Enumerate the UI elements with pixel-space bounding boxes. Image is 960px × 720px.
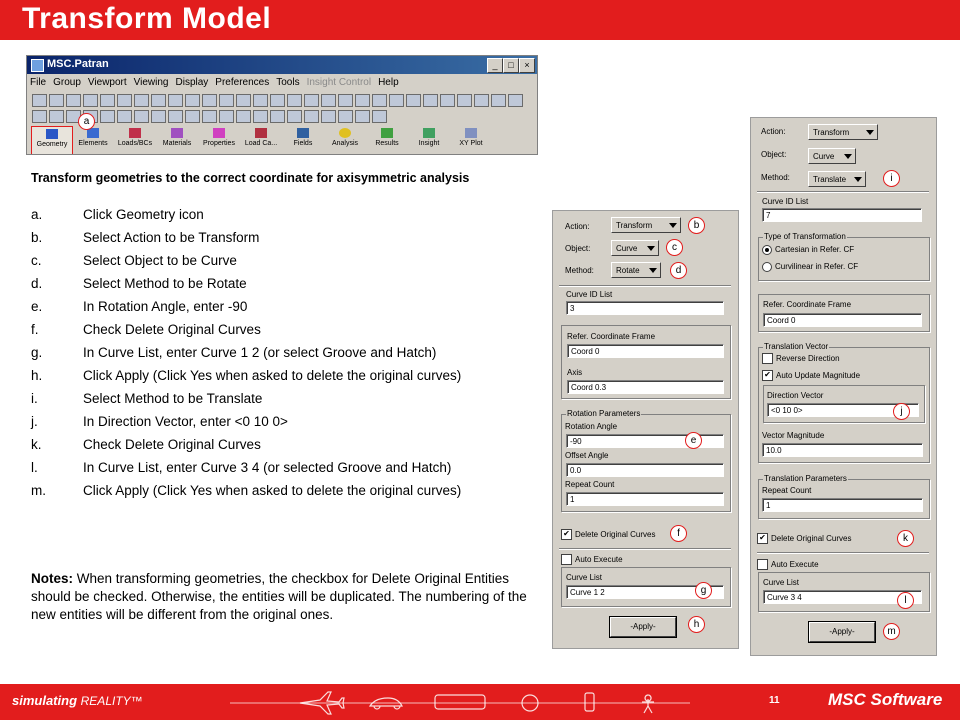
step-item: e. In Rotation Angle, enter -90 xyxy=(31,299,248,314)
curve-id-field[interactable]: 7 xyxy=(762,208,922,222)
rotate-icon[interactable] xyxy=(134,110,149,123)
auto-update-checkbox[interactable]: ✔ xyxy=(762,370,773,381)
minimize-icon[interactable]: _ xyxy=(487,58,503,73)
callout-i: i xyxy=(883,170,900,187)
properties-icon xyxy=(213,128,225,138)
delete-original-label: Delete Original Curves xyxy=(575,530,656,539)
vector-magnitude-field[interactable]: 10.0 xyxy=(762,443,923,457)
method-dropdown[interactable]: Rotate xyxy=(611,262,661,278)
menu-insight-control[interactable]: Insight Control xyxy=(306,77,372,88)
auto-execute-label: Auto Execute xyxy=(771,560,819,569)
abort-icon[interactable] xyxy=(151,94,166,107)
step-item: m. Click Apply (Click Yes when asked to delete the original curves) xyxy=(31,483,462,498)
separator xyxy=(757,191,929,193)
curve-id-label: Curve ID List xyxy=(762,197,809,206)
cartesian-label: Cartesian in Refer. CF xyxy=(775,245,855,254)
render-icon[interactable] xyxy=(304,110,319,123)
delete-original-label: Delete Original Curves xyxy=(771,534,852,543)
view-axes-icon[interactable] xyxy=(338,110,353,123)
zoom-icon[interactable] xyxy=(168,110,183,123)
undo-icon[interactable] xyxy=(134,94,149,107)
menu-file[interactable]: File xyxy=(30,77,47,88)
callout-c: c xyxy=(666,239,683,256)
analysis-icon xyxy=(339,128,351,138)
results-icon xyxy=(381,128,393,138)
app-icon xyxy=(31,59,44,72)
curve-list-label: Curve List xyxy=(566,573,603,582)
plot-icon[interactable] xyxy=(202,94,217,107)
toolbar-row-1 xyxy=(31,92,531,108)
close-icon[interactable]: × xyxy=(519,58,535,73)
app-loads-button[interactable]: Loads/BCs xyxy=(115,126,155,154)
zoom-fit-icon[interactable] xyxy=(219,110,234,123)
smooth-icon[interactable] xyxy=(321,94,336,107)
rotation-angle-label: Rotation Angle xyxy=(565,422,618,431)
menu-viewing[interactable]: Viewing xyxy=(133,77,169,88)
reset-icon[interactable] xyxy=(168,94,183,107)
callout-j: j xyxy=(893,403,910,420)
loadcases-icon xyxy=(255,128,267,138)
direction-vector-label: Direction Vector xyxy=(767,391,824,400)
menu-preferences[interactable]: Preferences xyxy=(215,77,270,88)
person-icon xyxy=(642,695,654,713)
callout-d: d xyxy=(670,262,687,279)
callout-g: g xyxy=(695,582,712,599)
curve-id-field[interactable]: 3 xyxy=(566,301,724,315)
callout-b: b xyxy=(688,217,705,234)
fit-icon[interactable] xyxy=(270,94,285,107)
object-label: Object: xyxy=(761,150,787,159)
callout-l: l xyxy=(897,592,914,609)
paste-icon[interactable] xyxy=(117,94,132,107)
menu-display[interactable]: Display xyxy=(175,77,209,88)
element-icon[interactable] xyxy=(100,110,115,123)
move-icon[interactable] xyxy=(508,94,523,107)
ref-frame-label: Refer. Coordinate Frame xyxy=(763,300,852,309)
xyplot-icon xyxy=(465,128,477,138)
app-properties-button[interactable]: Properties xyxy=(199,126,239,154)
separator xyxy=(559,285,731,287)
curve-icon[interactable] xyxy=(440,94,455,107)
cartesian-radio[interactable] xyxy=(762,245,772,255)
ref-frame-field[interactable]: Coord 0 xyxy=(567,344,724,358)
callout-a: a xyxy=(78,113,95,130)
app-analysis-button[interactable]: Analysis xyxy=(325,126,365,154)
step-item: i. Select Method to be Translate xyxy=(31,391,263,406)
menu-tools[interactable]: Tools xyxy=(276,77,300,88)
callout-m: m xyxy=(883,623,900,640)
side-view-icon[interactable] xyxy=(389,94,404,107)
notes xyxy=(31,570,536,624)
method-label: Method: xyxy=(761,173,790,182)
step-item: a. Click Geometry icon xyxy=(31,207,204,222)
subheading: Transform geometries to the correct coordinate for axisymmetric analysis xyxy=(31,171,470,185)
step-item: h. Click Apply (Click Yes when asked to delete the original curves) xyxy=(31,368,462,383)
geometry-icon xyxy=(46,129,58,139)
step-item: f. Check Delete Original Curves xyxy=(31,322,261,337)
pan-icon[interactable] xyxy=(151,110,166,123)
translate-form-panel xyxy=(750,117,937,656)
copy-icon[interactable] xyxy=(100,94,115,107)
curve-list-field[interactable]: Curve 3 4 xyxy=(763,590,922,604)
bbox-icon[interactable] xyxy=(287,110,302,123)
menu-viewport[interactable]: Viewport xyxy=(87,77,127,88)
front-view-icon[interactable] xyxy=(372,94,387,107)
rotation-params-group: Rotation Parameters xyxy=(561,414,731,512)
phone-icon xyxy=(585,693,594,711)
app-results-button[interactable]: Results xyxy=(367,126,407,154)
menu-group[interactable]: Group xyxy=(53,77,81,88)
translation-params-group: Translation Parameters xyxy=(758,479,930,519)
axis-field[interactable]: Coord 0.3 xyxy=(567,380,724,394)
action-dropdown[interactable]: Transform xyxy=(611,217,681,233)
app-insight-button[interactable]: Insight xyxy=(409,126,449,154)
object-dropdown[interactable]: Curve xyxy=(808,148,856,164)
auto-update-label: Auto Update Magnitude xyxy=(776,371,861,380)
home-icon[interactable] xyxy=(32,110,47,123)
materials-icon xyxy=(171,128,183,138)
window-titlebar xyxy=(27,56,537,74)
zoom-in-icon[interactable] xyxy=(185,110,200,123)
msc-logo: MSC Software xyxy=(828,690,943,709)
delete-original-checkbox[interactable]: ✔ xyxy=(757,533,768,544)
direction-vector-field[interactable]: <0 10 0> xyxy=(767,403,919,417)
zoom-out-icon[interactable] xyxy=(202,110,217,123)
action-dropdown[interactable]: Transform xyxy=(808,124,878,140)
center-icon[interactable] xyxy=(253,110,268,123)
callout-e: e xyxy=(685,432,702,449)
curvilinear-label: Curvilinear in Refer. CF xyxy=(775,262,859,271)
axis-label: Axis xyxy=(567,368,583,377)
ref-frame-field[interactable]: Coord 0 xyxy=(763,313,922,327)
footer-icons-strip xyxy=(230,690,690,716)
label-icon[interactable] xyxy=(457,94,472,107)
rotation-angle-field[interactable]: -90 xyxy=(566,434,724,448)
menu-help[interactable]: Help xyxy=(378,77,399,88)
save-icon[interactable] xyxy=(66,94,81,107)
light-icon[interactable] xyxy=(321,110,336,123)
separator xyxy=(757,552,929,554)
notes-text: When transforming geometries, the checkbox for Delete Original Entities should be checked. Otherwise, the entities will be duplicated. The numbering of the new entities will be different from the original ones. xyxy=(31,571,527,622)
app-materials-button[interactable]: Materials xyxy=(157,126,197,154)
reverse-direction-label: Reverse Direction xyxy=(776,354,840,363)
curvilinear-radio[interactable] xyxy=(762,262,772,272)
iso-view-icon[interactable] xyxy=(355,94,370,107)
repeat-count-label: Repeat Count xyxy=(565,480,615,489)
app-elements-button[interactable]: Elements xyxy=(73,126,113,154)
hidden-line-icon[interactable] xyxy=(338,94,353,107)
page-title: Transform Model xyxy=(22,2,272,35)
view-corners-icon[interactable] xyxy=(236,110,251,123)
callout-k: k xyxy=(897,530,914,547)
apply-button[interactable]: -Apply- xyxy=(610,617,676,637)
pick-icon[interactable] xyxy=(474,94,489,107)
transform-type-group: Type of Transformation xyxy=(758,237,930,281)
footer-bar xyxy=(0,684,960,720)
auto-execute-checkbox[interactable] xyxy=(561,554,572,565)
auto-execute-checkbox[interactable] xyxy=(757,559,768,570)
auto-execute-label: Auto Execute xyxy=(575,555,623,564)
show-icon[interactable] xyxy=(236,94,251,107)
shaded-icon[interactable] xyxy=(304,94,319,107)
step-item: l. In Curve List, enter Curve 3 4 (or selected Groove and Hatch) xyxy=(31,460,452,475)
group-icon[interactable] xyxy=(117,110,132,123)
object-dropdown[interactable]: Curve xyxy=(611,240,659,256)
method-dropdown[interactable]: Translate xyxy=(808,171,866,187)
curve-list-label: Curve List xyxy=(763,578,800,587)
loads-icon xyxy=(129,128,141,138)
step-item: k. Check Delete Original Curves xyxy=(31,437,261,452)
repeat-count-label: Repeat Count xyxy=(762,486,812,495)
callout-h: h xyxy=(688,616,705,633)
fields-icon xyxy=(297,128,309,138)
hide-icon[interactable] xyxy=(253,94,268,107)
method-label: Method: xyxy=(565,266,594,275)
curve-id-label: Curve ID List xyxy=(566,290,613,299)
separator xyxy=(559,548,731,550)
repeat-count-field[interactable]: 1 xyxy=(566,492,724,506)
app-loadcases-button[interactable]: Load Ca... xyxy=(241,126,281,154)
step-item: c. Select Object to be Curve xyxy=(31,253,237,268)
offset-angle-label: Offset Angle xyxy=(565,451,609,460)
reverse-direction-checkbox[interactable] xyxy=(762,353,773,364)
step-item: b. Select Action to be Transform xyxy=(31,230,260,245)
apply-button[interactable]: -Apply- xyxy=(809,622,875,642)
action-label: Action: xyxy=(565,222,590,231)
step-item: g. In Curve List, enter Curve 1 2 (or select Groove and Hatch) xyxy=(31,345,437,360)
maximize-icon[interactable]: □ xyxy=(503,58,519,73)
cube-icon[interactable] xyxy=(49,110,64,123)
select-icon[interactable] xyxy=(423,94,438,107)
application-switch xyxy=(29,126,489,154)
patran-window xyxy=(26,55,538,155)
menu-bar xyxy=(27,75,537,91)
step-list xyxy=(31,206,551,505)
app-geometry-button[interactable]: Geometry xyxy=(31,126,73,155)
repeat-count-field[interactable]: 1 xyxy=(762,498,923,512)
delete-original-checkbox[interactable]: ✔ xyxy=(561,529,572,540)
ref-frame-label: Refer. Coordinate Frame xyxy=(567,332,656,341)
curve-list-field[interactable]: Curve 1 2 xyxy=(566,585,724,599)
app-xyplot-button[interactable]: XY Plot xyxy=(451,126,491,154)
callout-f: f xyxy=(670,525,687,542)
new-icon[interactable] xyxy=(32,94,47,107)
offset-angle-field[interactable]: 0.0 xyxy=(566,463,724,477)
insight-icon xyxy=(423,128,435,138)
toolbar-row-2 xyxy=(31,108,531,124)
app-fields-button[interactable]: Fields xyxy=(283,126,323,154)
window-title: MSC.Patran xyxy=(47,58,109,70)
rotate-form-panel xyxy=(552,210,739,649)
open-icon[interactable] xyxy=(49,94,64,107)
page-number: 11 xyxy=(769,695,780,706)
demagnify-icon[interactable] xyxy=(372,110,387,123)
refresh-icon[interactable] xyxy=(185,94,200,107)
arrow-icon[interactable] xyxy=(491,94,506,107)
footer-tagline: simulating REALITY™ xyxy=(12,693,143,708)
erase-icon[interactable] xyxy=(219,94,234,107)
translation-vector-group: Translation Vector xyxy=(758,347,930,463)
spin-icon[interactable] xyxy=(270,110,285,123)
print-icon[interactable] xyxy=(83,94,98,107)
action-label: Action: xyxy=(761,127,786,136)
vector-magnitude-label: Vector Magnitude xyxy=(762,431,825,440)
notes-label: Notes: xyxy=(31,571,74,586)
object-label: Object: xyxy=(565,244,591,253)
magnify-icon[interactable] xyxy=(355,110,370,123)
step-item: j. In Direction Vector, enter <0 10 0> xyxy=(31,414,288,429)
top-view-icon[interactable] xyxy=(406,94,421,107)
step-item: d. Select Method to be Rotate xyxy=(31,276,247,291)
wireframe-icon[interactable] xyxy=(287,94,302,107)
train-icon xyxy=(435,695,485,709)
